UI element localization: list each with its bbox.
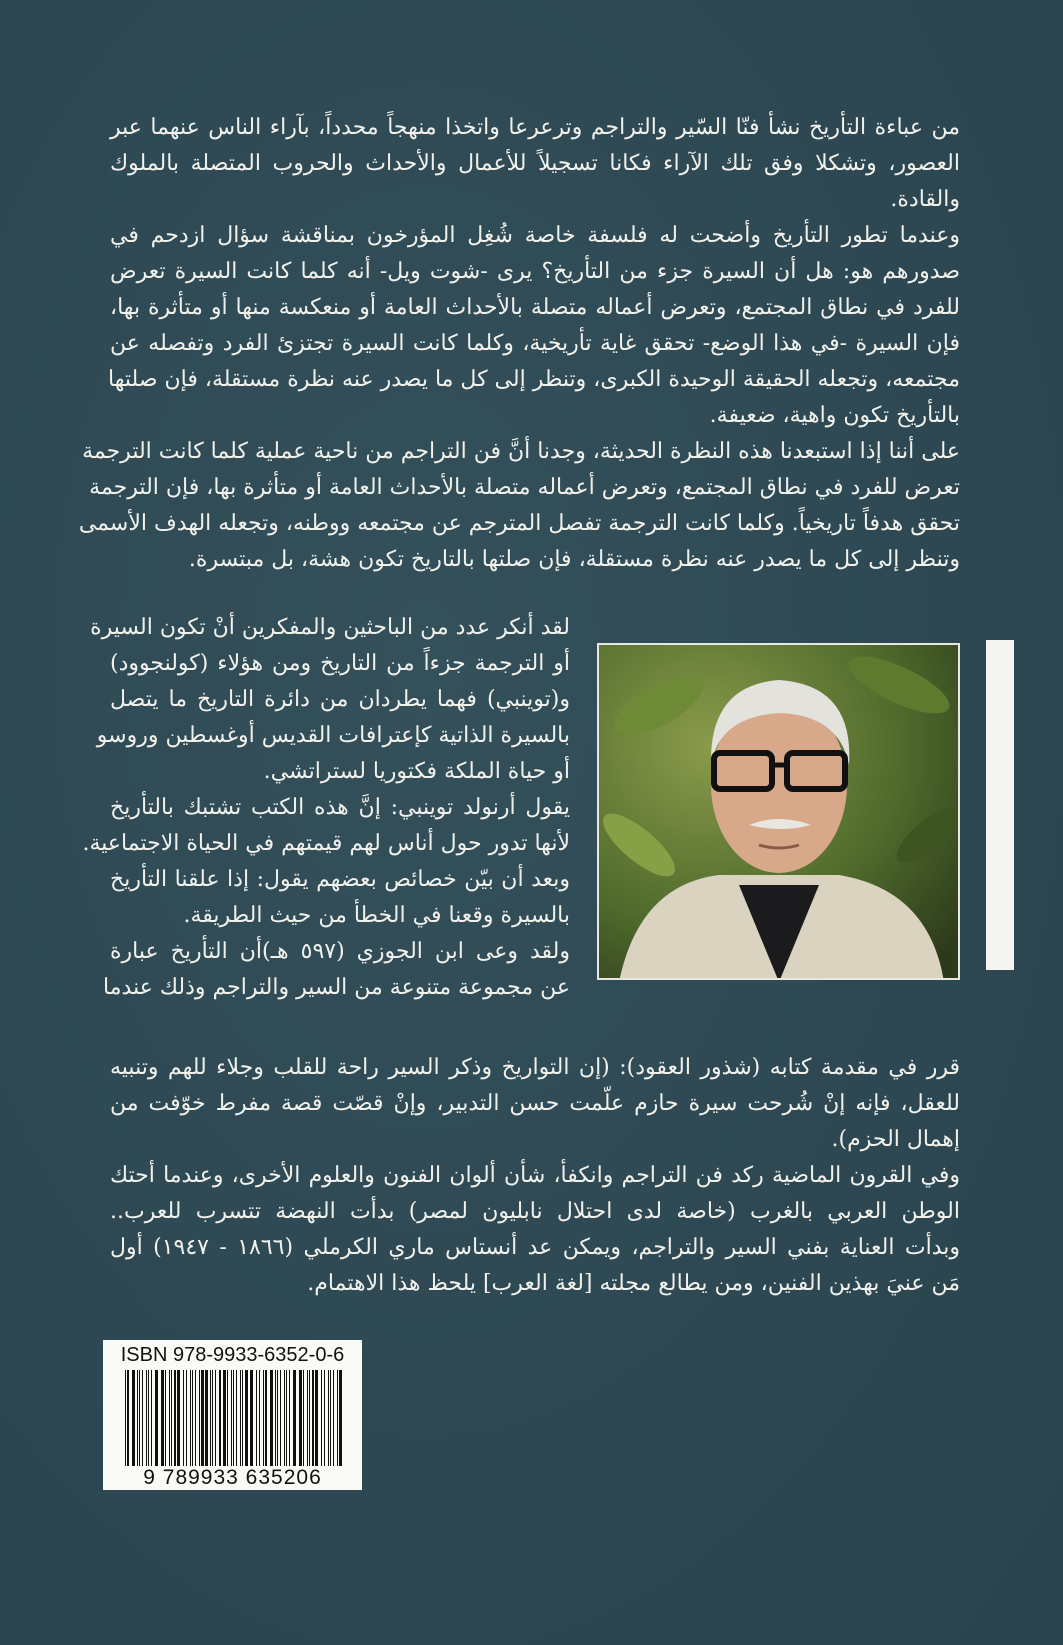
text-line: وبدأت العناية بفني السير والتراجم، ويمكن عد أنستاس ماري الكرملي (١٨٦٦ - ١٩٤٧) أول (110, 1235, 961, 1260)
text-line: فإن السيرة -في هذا الوضع- تحقق غاية تأريخية، وكلما كانت السيرة تجتزئ الفرد وتفصله عن (110, 331, 960, 356)
barcode-bar (250, 1370, 253, 1470)
text-line: بالسيرة وقعنا في الخطأ من حيث الطريقة. (183, 903, 570, 928)
barcode-bar (127, 1370, 129, 1470)
barcode-bar (219, 1370, 221, 1470)
barcode-bar (309, 1370, 310, 1470)
barcode-bar (337, 1370, 338, 1470)
barcode-bar (174, 1370, 176, 1470)
barcode-bar (146, 1370, 147, 1470)
text-line: وعندما تطور التأريخ وأضحت له فلسفة خاصة شُغِل المؤرخون بمناقشة سؤال ازدحم في (110, 223, 960, 248)
text-line: و(توينبي) فهما يطردان من دائرة التاريخ ما يتصل (110, 687, 570, 712)
barcode-bar (339, 1370, 342, 1470)
barcode-bar (215, 1370, 216, 1470)
text-line: الوطن العربي بالغرب (خاصة لدى احتلال نابليون لمصر) بدأت النهضة تتسرب للعرب.. (110, 1199, 960, 1224)
barcode-bar (286, 1370, 287, 1470)
barcode-bar (312, 1370, 314, 1470)
barcode-bar (275, 1370, 276, 1470)
barcode-bar (155, 1370, 158, 1470)
text-line: والقادة. (890, 187, 960, 212)
barcode-bar (236, 1370, 237, 1470)
isbn-label: ISBN 978-9933-6352-0-6 (120, 1344, 345, 1366)
barcode-bar (263, 1370, 264, 1470)
barcode-bar (280, 1370, 281, 1470)
barcode-bar (307, 1370, 308, 1470)
barcode-bar (315, 1370, 318, 1470)
text-line: وتنظر إلى كل ما يصدر عنه نظرة مستقلة، فإن صلتها بالتاريخ تكون هشة، بل مبتسرة. (188, 547, 960, 572)
barcode-bar (284, 1370, 285, 1470)
isbn-barcode (103, 1340, 362, 1490)
barcode-bar (142, 1370, 143, 1470)
text-line: وفي القرون الماضية ركد فن التراجم وانكفأ، شأن ألوان الفنون والعلوم الأخرى، وعندما أحتك (110, 1163, 960, 1188)
author-photo (597, 643, 960, 980)
barcode-bar (299, 1370, 302, 1470)
barcode-bar (169, 1370, 170, 1470)
barcode-bar (190, 1370, 191, 1470)
blurb-side (82, 610, 570, 1006)
barcode-bar (265, 1370, 267, 1470)
barcode-bar (321, 1370, 322, 1470)
text-line: يقول أرنولد توينبي: إنَّ هذه الكتب تشتبك بالتأريخ (110, 795, 570, 820)
barcode-bar (151, 1370, 152, 1470)
blurb-top (78, 110, 960, 578)
text-line: أو الترجمة جزءاً من التاريخ ومن هؤلاء (كولنجوود) (110, 651, 570, 676)
text-line: بالسيرة الذاتية كإعترافات القديس أوغسطين وروسو (96, 723, 570, 748)
text-line: صدورهم هو: هل أن السيرة جزء من التأريخ؟ يرى -شوت ويل- أنه كلما كانت السيرة تعرض (110, 259, 960, 284)
barcode-bar (161, 1370, 164, 1470)
text-line: إهمال الحزم). (831, 1127, 960, 1152)
text-line: تعرض للفرد في نطاق المجتمع، وتعرض أعماله متصلة بالأحداث العامة أو متأثرة بها، فإن الترجمة (89, 475, 960, 500)
barcode-bar (125, 1370, 126, 1470)
text-line: بالتأريخ تكون واهية، ضعيفة. (709, 403, 960, 428)
barcode-bar (240, 1370, 241, 1470)
barcode-bar (192, 1370, 193, 1470)
barcode-bar (259, 1370, 260, 1470)
barcode-bar (139, 1370, 140, 1470)
text-line: من عباءة التأريخ نشأ فنّا السّير والتراجم وترعرعا واتخذا منهجاً محدداً، بآراء الناس عنهما عبر (110, 115, 960, 140)
text-line: وبعد أن بيّن خصائص بعضهم يقول: إذا علقنا التأريخ (110, 867, 570, 892)
barcode-bar (205, 1370, 208, 1470)
blurb-bottom (110, 1050, 960, 1302)
barcode-bar (233, 1370, 234, 1470)
text-line: تحقق هدفاً تاريخياً. وكلما كانت الترجمة تفصل المترجم عن مجتمعه ووطنه، وتجعله الهدف الأسمى (78, 511, 960, 536)
barcode-bar (186, 1370, 187, 1470)
text-line: لأنها تدور حول أناس لهم قيمتهم في الحياة الاجتماعية. (82, 831, 570, 856)
barcode-bar (223, 1370, 226, 1470)
barcode-bar (242, 1370, 243, 1470)
text-line: عن مجموعة متنوعة من السير والتراجم وذلك عندما (103, 975, 570, 1000)
barcode-bar (328, 1370, 329, 1470)
barcode-bar (165, 1370, 166, 1470)
barcode-bar (333, 1370, 334, 1470)
barcode-bar (256, 1370, 257, 1470)
text-line: للفرد في نطاق المجتمع، وتعرض أعماله متصلة بالأحداث العامة أو منعكسة منها أو متأثرة بها، (110, 295, 960, 320)
spine-edge-strip (986, 640, 1014, 970)
text-line: مَن عنيَ بهذين الفنين، ومن يطالع مجلته [لغة العرب] يلحظ هذا الاهتمام. (307, 1271, 960, 1296)
barcode-bar (212, 1370, 213, 1470)
barcode-bar (148, 1370, 149, 1470)
text-line: أو حياة الملكة فكتوريا لستراتشي. (263, 759, 570, 784)
barcode-bar (324, 1370, 325, 1470)
barcode-bars (125, 1370, 345, 1470)
barcode-bar (199, 1370, 200, 1470)
barcode-bar (270, 1370, 273, 1470)
text-line: قرر في مقدمة كتابه (شذور العقود): (إن التواريخ وذكر السير راحة للقلب وجلاء للهم وتنبيه (110, 1055, 960, 1080)
barcode-bar (293, 1370, 296, 1470)
barcode-bar (231, 1370, 232, 1470)
text-line: ولقد وعى ابن الجوزي (٥٩٧ هـ)أن التأريخ عبارة (110, 939, 570, 964)
barcode-bar (183, 1370, 184, 1470)
text-line: للعقل، فإنه إنْ شُرحت سيرة حازم علّمت حسن التدبير، وإنْ قصّت قصة مفرط خوّفت من (110, 1091, 960, 1116)
barcode-bar (210, 1370, 211, 1470)
barcode-digits: 9 789933 635206 (103, 1466, 362, 1490)
barcode-bar (227, 1370, 228, 1470)
barcode-bar (245, 1370, 248, 1470)
text-line: لقد أنكر عدد من الباحثين والمفكرين أنْ تكون السيرة (90, 615, 570, 640)
barcode-bar (303, 1370, 304, 1470)
barcode-bar (201, 1370, 204, 1470)
barcode-bar (177, 1370, 180, 1470)
barcode-bar (132, 1370, 135, 1470)
text-line: على أننا إذا استبعدنا هذه النظرة الحديثة، وجدنا أنَّ فن التراجم من ناحية عملية كلما كانت الترجمة (82, 439, 960, 464)
text-line: العصور، وتشكلا وفق تلك الآراء فكانا تسجيلاً للأعمال والأحداث والحروب المتصلة بالملوك (110, 151, 960, 176)
barcode-bar (171, 1370, 172, 1470)
text-line: مجتمعه، وتجعله الحقيقة الوحيدة الكبرى، وتنظر إلى كل ما يصدر عنه نظرة مستقلة، فإن صلتها (108, 367, 960, 392)
barcode-bar (330, 1370, 331, 1470)
barcode-bar (195, 1370, 196, 1470)
barcode-bar (137, 1370, 138, 1470)
barcode-bar (289, 1370, 290, 1470)
barcode-bar (277, 1370, 278, 1470)
